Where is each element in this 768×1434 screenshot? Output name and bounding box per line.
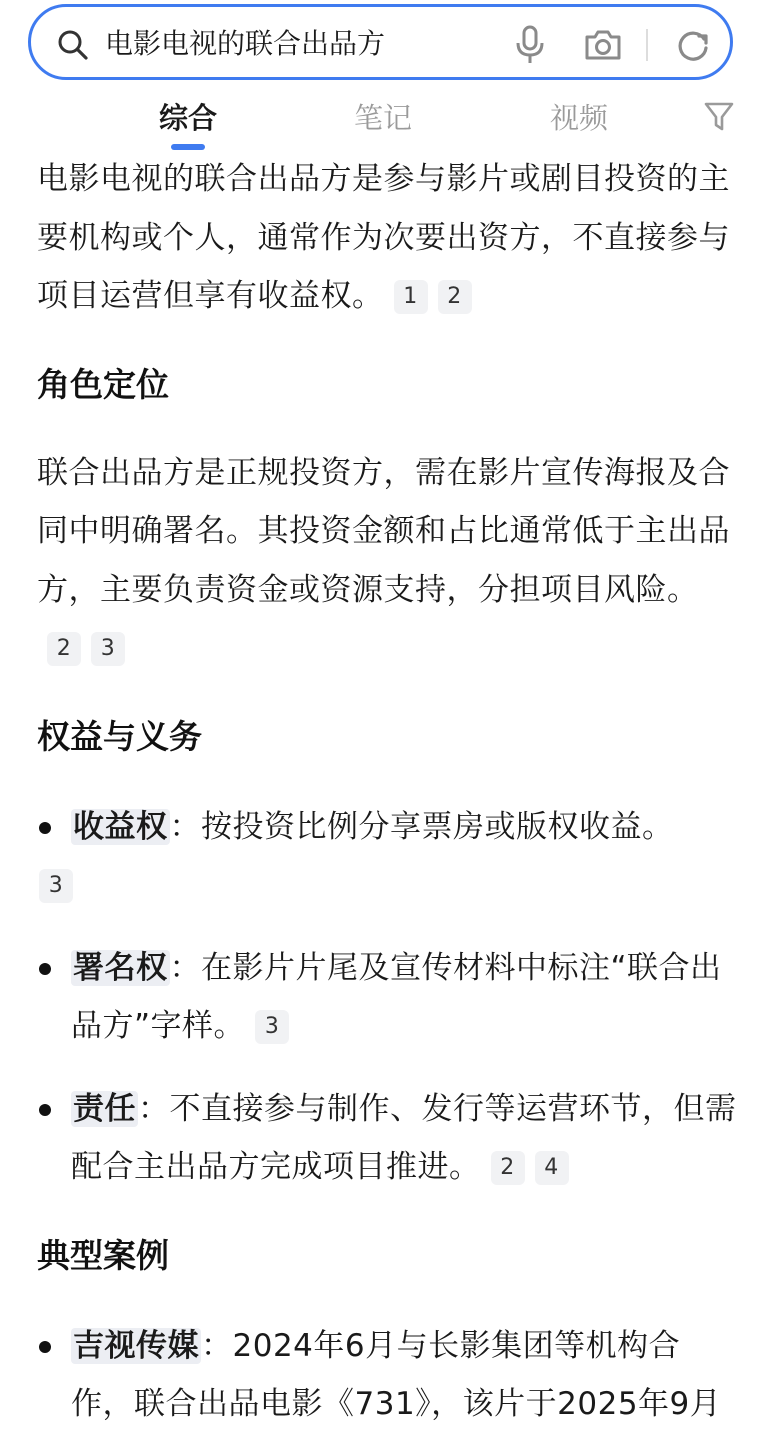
answer-content xyxy=(37,150,737,1434)
item-term: 责任 xyxy=(73,1090,136,1127)
item-text: ：2024年6月与长影集团等机构合作，联合出品电影《731》，该片于2025年9月 xyxy=(71,1327,722,1422)
search-bar[interactable] xyxy=(28,4,733,80)
refresh-icon[interactable] xyxy=(675,27,711,63)
section-heading-role: 角色定位 xyxy=(37,364,169,404)
citation-badge[interactable]: 3 xyxy=(91,632,125,666)
rights-list-item xyxy=(37,798,737,915)
item-text: ：按投资比例分享票房或版权收益。 xyxy=(169,808,674,845)
bullet-icon xyxy=(39,963,51,975)
rights-list-item xyxy=(37,939,737,1056)
bullet-icon xyxy=(39,1341,51,1353)
search-icon xyxy=(55,27,91,63)
search-divider xyxy=(646,29,648,61)
cases-list-item xyxy=(37,1317,737,1434)
citation-badge[interactable]: 3 xyxy=(39,869,73,903)
bullet-icon xyxy=(39,822,51,834)
section-heading-cases: 典型案例 xyxy=(37,1235,169,1275)
role-text: 联合出品方是正规投资方，需在影片宣传海报及合同中明确署名。其投资金额和占比通常低于主出品方，主要负责资金或资源支持，分担项目风险。 xyxy=(37,454,730,608)
filter-icon[interactable] xyxy=(703,100,735,134)
tab-comprehensive[interactable]: 综合 xyxy=(158,101,217,135)
item-term: 收益权 xyxy=(73,808,168,845)
role-paragraph xyxy=(37,444,737,678)
section-heading-rights: 权益与义务 xyxy=(37,716,202,756)
citation-badge[interactable]: 2 xyxy=(47,632,81,666)
item-text: ：不直接参与制作、发行等运营环节，但需配合主出品方完成项目推进。 xyxy=(71,1090,737,1185)
tab-bar xyxy=(0,88,768,154)
intro-text: 电影电视的联合出品方是参与影片或剧目投资的主要机构或个人，通常作为次要出资方，不直接参与项目运营但享有收益权。 xyxy=(37,161,730,314)
mic-icon[interactable] xyxy=(513,25,547,65)
search-input[interactable] xyxy=(103,23,507,65)
item-text: ：在影片片尾及宣传材料中标注“联合出品方”字样。 xyxy=(71,949,722,1044)
tab-notes[interactable]: 笔记 xyxy=(353,101,412,135)
camera-icon[interactable] xyxy=(583,27,623,63)
item-term: 吉视传媒 xyxy=(73,1327,199,1364)
citation-badge[interactable]: 2 xyxy=(438,280,472,314)
citation-badge[interactable]: 3 xyxy=(255,1010,289,1044)
item-term: 署名权 xyxy=(73,949,168,986)
citation-badge[interactable]: 1 xyxy=(394,280,428,314)
bullet-icon xyxy=(39,1104,51,1116)
citation-badge[interactable]: 2 xyxy=(491,1151,525,1185)
intro-paragraph xyxy=(37,150,737,326)
rights-list-item xyxy=(37,1080,737,1197)
citation-badge[interactable]: 4 xyxy=(535,1151,569,1185)
tab-videos[interactable]: 视频 xyxy=(549,101,608,135)
